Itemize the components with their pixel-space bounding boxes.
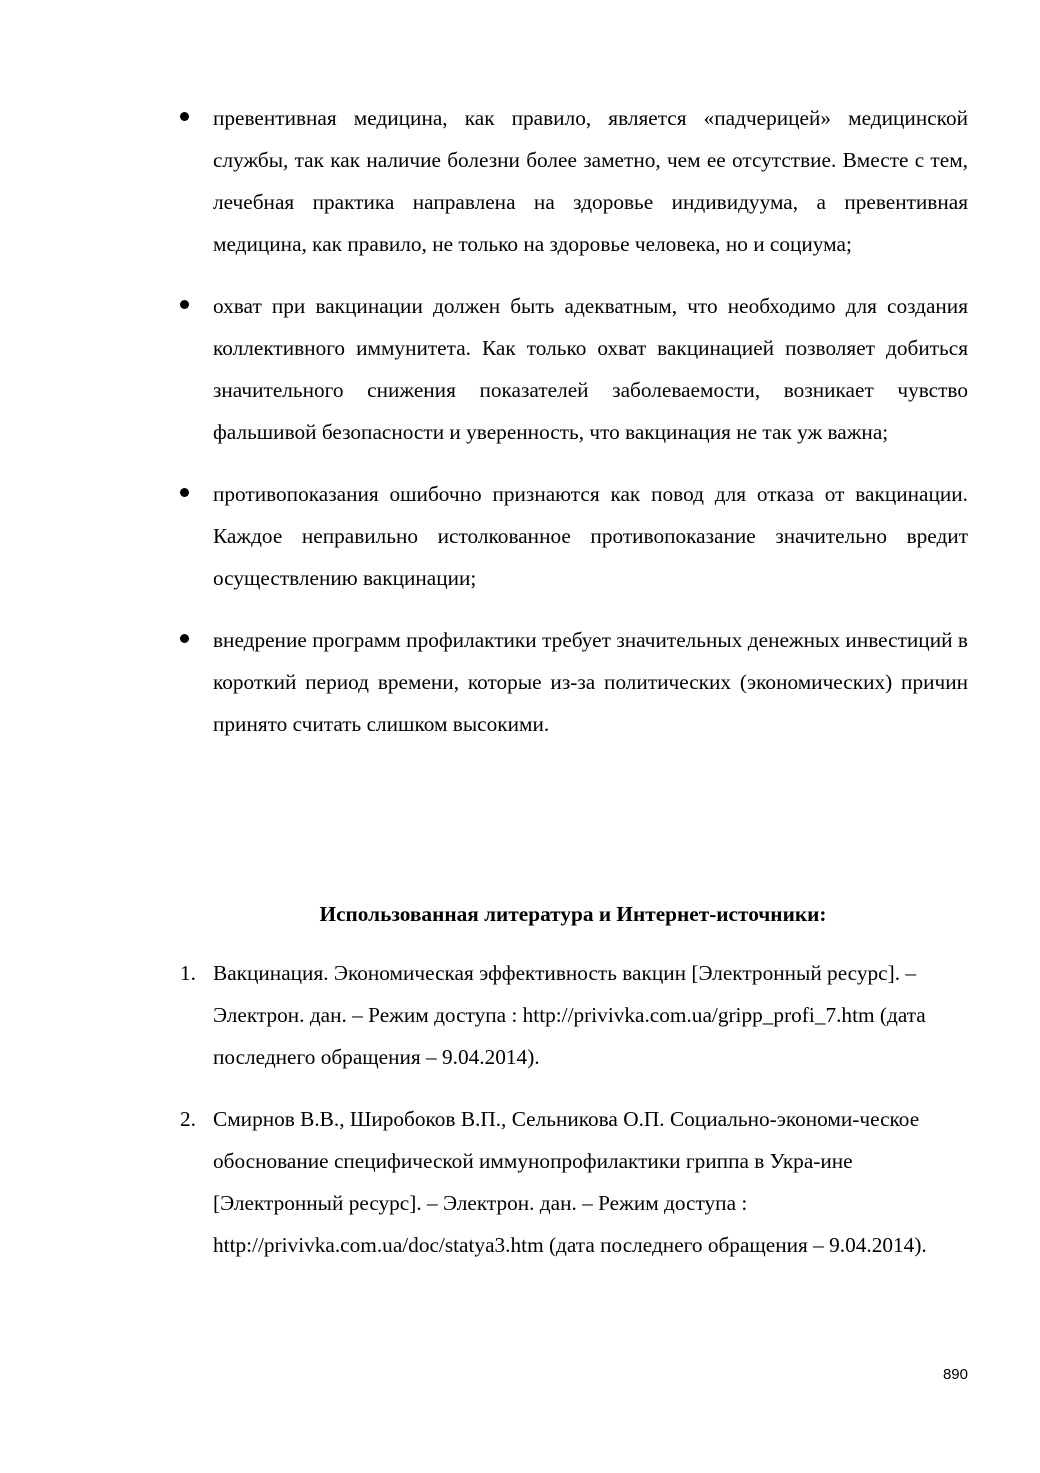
bullet-item (178, 97, 968, 265)
page-number: 890 (942, 1366, 968, 1383)
bullet-item (178, 619, 968, 745)
bullet-text: охват при вакцинации должен быть адекватным, что необходимо для создания коллективного иммунитета. Как только охват вакцинацией позволяет добиться значительного снижения показателей заболеваемости, возникает чувство фальшивой безопасности и уверенность, что вакцинация не так уж важна; (213, 294, 968, 444)
bullet-item (178, 473, 968, 599)
reference-text: Вакцинация. Экономическая эффективность вакцин [Электронный ресурс]. – Электрон. дан. – Режим доступа : http://privivka.com.ua/gripp_profi_7.htm (дата последнего обращения – 9.04.2014). (213, 961, 926, 1069)
bullet-text: внедрение программ профилактики требует значительных денежных инвестиций в короткий период времени, которые из-за политических (экономических) причин принято считать слишком высокими. (213, 628, 968, 736)
bullet-item (178, 285, 968, 453)
bullet-text: превентивная медицина, как правило, является «падчерицей» медицинской службы, так как наличие болезни более заметно, чем ее отсутствие. Вместе с тем, лечебная практика направлена на здоровье индивидуума, а превентивная медицина, как правило, не только на здоровье человека, но и социума; (213, 106, 968, 256)
bullet-text: противопоказания ошибочно признаются как повод для отказа от вакцинации. Каждое неправильно истолкованное противопоказание значительно вредит осуществлению вакцинации; (213, 482, 968, 590)
references-heading: Использованная литература и Интернет-источники: (319, 902, 827, 926)
reference-text: Смирнов В.В., Широбоков В.П., Сельникова О.П. Социально-экономи-ческое обоснование специфической иммунопрофилактики гриппа в Укра-ине [Электронный ресурс]. – Электрон. дан. – Режим доступа : http://privivka.com.ua/doc/statya3.htm (дата последнего обращения – 9.04.2014). (213, 1107, 927, 1257)
reference-item (178, 952, 968, 1078)
bullet-dot-icon (180, 634, 189, 643)
bullet-dot-icon (180, 300, 189, 309)
bullet-list (178, 97, 968, 765)
reference-number: 2. (180, 1107, 196, 1131)
bullet-dot-icon (180, 112, 189, 121)
bullet-dot-icon (180, 488, 189, 497)
references-list (178, 952, 968, 1286)
reference-item (178, 1098, 968, 1266)
reference-number: 1. (180, 961, 196, 985)
